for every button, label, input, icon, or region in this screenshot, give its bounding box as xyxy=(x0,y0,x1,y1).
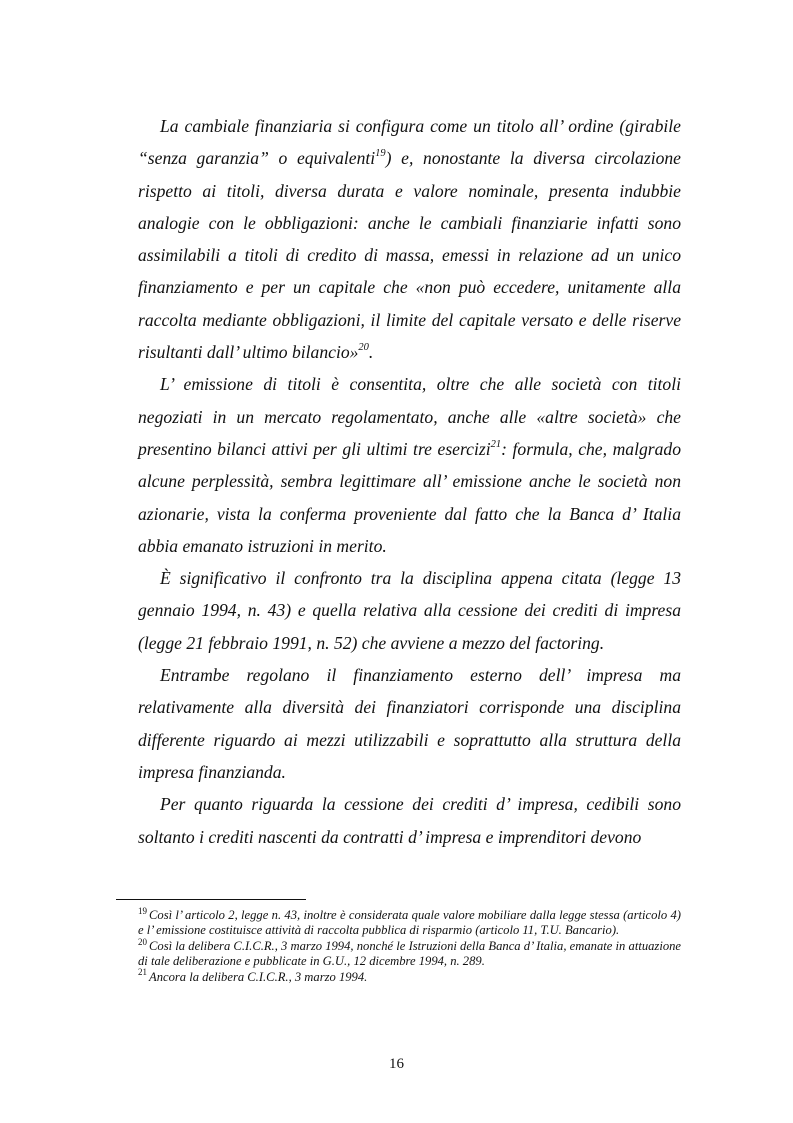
footnote-text: Ancora la delibera C.I.C.R., 3 marzo 1994. xyxy=(149,969,368,984)
body-paragraph xyxy=(138,562,681,659)
footnote-separator xyxy=(116,899,306,900)
body-paragraph xyxy=(138,110,681,368)
footnote-number: 20 xyxy=(138,936,147,947)
paragraph-text: : formula, che, malgrado alcune perplessità, sembra legittimare all’ emissione anche le società non azionarie, vista la conferma proveniente dal fatto che la Banca d’ Italia abbia emanato istruzioni in merito. xyxy=(138,438,681,556)
footnote-reference: 20 xyxy=(358,342,369,354)
body-paragraph xyxy=(138,659,681,788)
footnote-number: 21 xyxy=(138,967,147,978)
paragraph-text: La cambiale finanziaria si configura come un titolo all’ ordine (girabile “senza garanzia” o equivalenti xyxy=(138,116,681,169)
footnote-number: 19 xyxy=(138,905,147,916)
footnote xyxy=(138,905,681,939)
footnote xyxy=(138,936,681,970)
footnote-text: Così la delibera C.I.C.R., 3 marzo 1994, nonché le Istruzioni della Banca d’ Italia, emanate in attuazione di tale deliberazione e pubblicate in G.U., 12 dicembre 1994, n. 289. xyxy=(138,938,681,969)
footnote-text: Così l’ articolo 2, legge n. 43, inoltre è considerata quale valore mobiliare dalla legge stessa (articolo 4) e l’ emissione costituisce attività di raccolta pubblica di risparmio (articolo 11, T.U. Bancario). xyxy=(138,908,681,938)
paragraph-text: ) e, nonostante la diversa circolazione rispetto ai titoli, diversa durata e valore nominale, presenta indubbie analogie con le obbligazioni: anche le cambiali finanziarie infatti sono assimilabili a titoli di credito di massa, emessi in relazione ad un unico finanziamento e per un capitale che «non può eccedere, unitamente alla raccolta mediante obbligazioni, il limite del capitale versato e delle riserve risultanti dall’ ultimo bilancio» xyxy=(138,148,681,363)
body-text xyxy=(138,110,681,853)
paragraph-text: Per quanto riguarda la cessione dei crediti d’ impresa, cedibili sono soltanto i crediti nascenti da contratti d’ impresa e imprenditori devono xyxy=(138,794,681,847)
page-number: 16 xyxy=(389,1056,404,1072)
paragraph-text: È significativo il confronto tra la disciplina appena citata (legge 13 gennaio 1994, n. 43) e quella relativa alla cessione dei crediti di impresa (legge 21 febbraio 1991, n. 52) che avviene a mezzo del factoring. xyxy=(138,568,681,653)
footnotes-section xyxy=(138,905,681,985)
body-paragraph xyxy=(138,788,681,853)
paragraph-text: L’ emissione di titoli è consentita, oltre che alle società con titoli negoziati in un mercato regolamentato, anche alle «altre società» che presentino bilanci attivi per gli ultimi tre esercizi xyxy=(138,374,681,459)
body-paragraph xyxy=(138,368,681,562)
footnote-reference: 19 xyxy=(375,148,386,160)
paragraph-text: . xyxy=(368,342,374,363)
paragraph-text: Entrambe regolano il finanziamento esterno dell’ impresa ma relativamente alla diversità dei finanziatori corrisponde una disciplina differente riguardo ai mezzi utilizzabili e soprattutto alla struttura della impresa finanzianda. xyxy=(138,665,681,782)
footnote xyxy=(138,967,681,985)
footnote-reference: 21 xyxy=(490,439,502,451)
